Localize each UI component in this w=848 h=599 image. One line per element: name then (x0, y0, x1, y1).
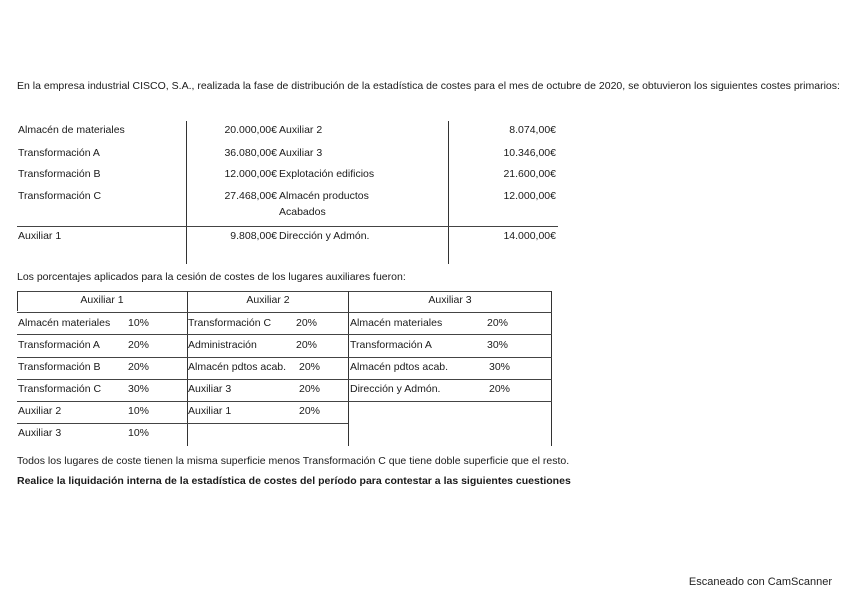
aux1-pct: 10% (128, 405, 150, 417)
aux1-label: Transformación C (18, 383, 102, 395)
cost-value: 21.600,00€ (503, 168, 556, 180)
cost-label: Auxiliar 1 (18, 230, 62, 242)
instruction: Realice la liquidación interna de la estadística de costes del período para contestar a las siguientes cuestiones (17, 475, 571, 487)
cost-label: Almacén productos (279, 190, 369, 202)
aux3-label: Dirección y Admón. (350, 383, 441, 395)
cost-label: Transformación A (18, 147, 100, 159)
aux2-pct: 20% (299, 383, 321, 395)
aux1-label: Transformación B (18, 361, 101, 373)
header-auxiliar-2: Auxiliar 2 (246, 294, 290, 306)
cost-value: 27.468,00€ (224, 190, 277, 202)
aux3-pct: 30% (489, 361, 511, 373)
cost-value: 20.000,00€ (224, 124, 277, 136)
divider (17, 226, 558, 227)
aux2-label: Administración (188, 339, 257, 351)
divider (17, 312, 552, 313)
aux2-pct: 20% (299, 361, 321, 373)
cost-value: 9.808,00€ (230, 230, 277, 242)
aux2-label: Auxiliar 3 (188, 383, 232, 395)
divider (17, 423, 348, 424)
divider (348, 291, 349, 446)
cost-label: Auxiliar 2 (279, 124, 323, 136)
aux1-label: Transformación A (18, 339, 100, 351)
divider (17, 357, 552, 358)
divider (17, 401, 552, 402)
header-auxiliar-3: Auxiliar 3 (428, 294, 472, 306)
aux3-pct: 30% (487, 339, 509, 351)
aux2-label: Almacén pdtos acab. (188, 361, 287, 373)
aux3-label: Almacén pdtos acab. (350, 361, 449, 373)
cost-label: Almacén de materiales (18, 124, 125, 136)
cost-label: Transformación C (18, 190, 102, 202)
cost-value: 36.080,00€ (224, 147, 277, 159)
cost-label: Explotación edificios (279, 168, 375, 180)
cost-label: Auxiliar 3 (279, 147, 323, 159)
aux1-label: Auxiliar 3 (18, 427, 62, 439)
cost-label: Transformación B (18, 168, 101, 180)
aux1-pct: 10% (128, 317, 150, 329)
aux3-label: Transformación A (350, 339, 432, 351)
cost-label-continued: Acabados (279, 206, 326, 218)
surface-note: Todos los lugares de coste tienen la misma superficie menos Transformación C que tiene doble superficie que el resto. (17, 455, 570, 467)
aux1-label: Auxiliar 2 (18, 405, 62, 417)
percentages-table (17, 291, 552, 446)
divider (17, 379, 552, 380)
aux2-label: Auxiliar 1 (188, 405, 232, 417)
header-auxiliar-1: Auxiliar 1 (80, 294, 124, 306)
cost-value: 8.074,00€ (509, 124, 556, 136)
aux3-pct: 20% (487, 317, 509, 329)
aux1-pct: 20% (128, 361, 150, 373)
aux1-pct: 10% (128, 427, 150, 439)
aux3-pct: 20% (489, 383, 511, 395)
intro-paragraph: En la empresa industrial CISCO, S.A., realizada la fase de distribución de la estadística de costes para el mes de octubre de 2020, se obtuvieron los siguientes costes primarios: (17, 80, 840, 92)
aux2-pct: 20% (296, 339, 318, 351)
cost-value: 12.000,00€ (224, 168, 277, 180)
aux3-label: Almacén materiales (350, 317, 443, 329)
cost-value: 14.000,00€ (503, 230, 556, 242)
cost-label: Dirección y Admón. (279, 230, 370, 242)
aux2-pct: 20% (299, 405, 321, 417)
percent-intro: Los porcentajes aplicados para la cesión de costes de los lugares auxiliares fueron: (17, 271, 406, 283)
divider (448, 121, 449, 264)
scanner-watermark: Escaneado con CamScanner (688, 576, 832, 588)
border (551, 291, 552, 446)
costs-table (17, 121, 558, 264)
aux1-pct: 30% (128, 383, 150, 395)
cost-value: 10.346,00€ (503, 147, 556, 159)
aux2-label: Transformación C (188, 317, 272, 329)
divider (17, 334, 552, 335)
aux1-label: Almacén materiales (18, 317, 111, 329)
aux2-pct: 20% (296, 317, 318, 329)
cost-value: 12.000,00€ (503, 190, 556, 202)
aux1-pct: 20% (128, 339, 150, 351)
border (17, 291, 552, 292)
